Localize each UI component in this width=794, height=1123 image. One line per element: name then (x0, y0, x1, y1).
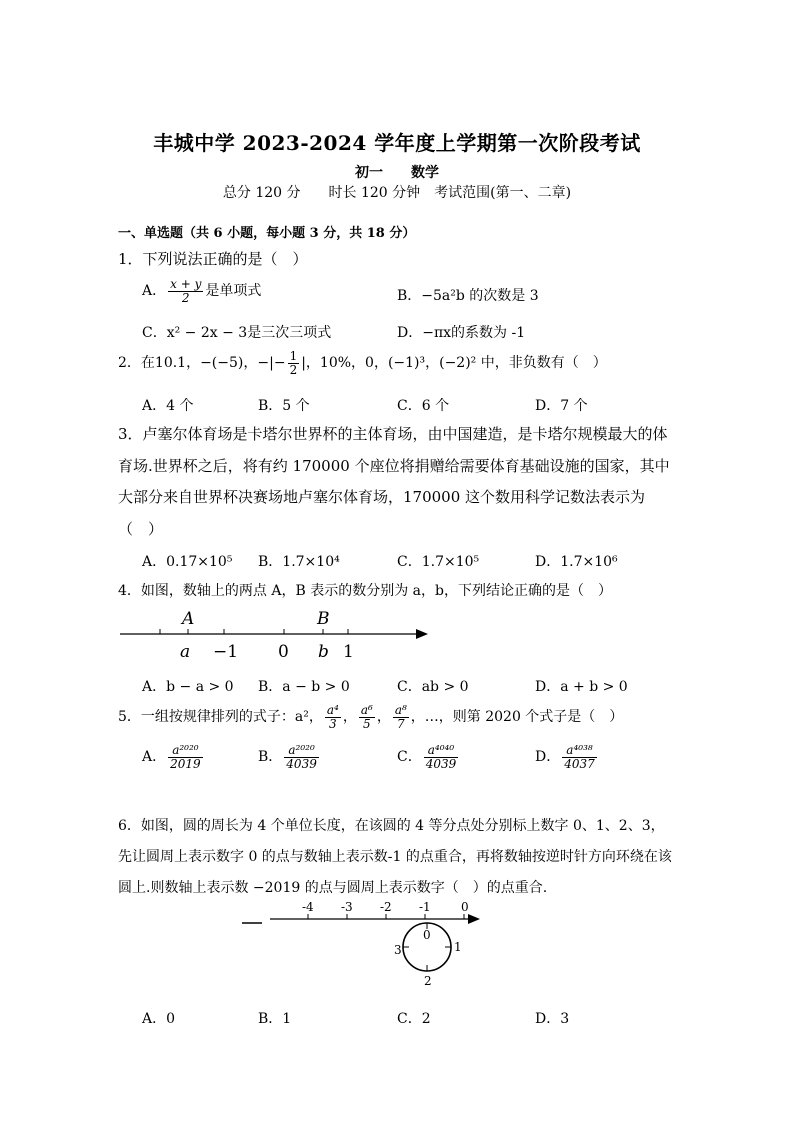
q4-neg-one: −1 (213, 642, 239, 662)
q6-circle-label-left: 3 (394, 943, 402, 957)
q3-option-d[interactable]: D．1.7×10⁶ (535, 554, 618, 570)
q4-point-b-label: B (317, 609, 330, 629)
q5-frac-3 (393, 704, 409, 730)
q5-a-label: A． (142, 749, 167, 766)
q2-stem-pre: 2．在10.1，−(−5)，−|− (118, 355, 286, 372)
q5-a-fraction (168, 744, 203, 770)
q6-tick-label: -4 (302, 900, 314, 914)
q1-a-label: A． (142, 283, 167, 300)
q4-zero: 0 (278, 642, 289, 662)
q5-frac-1-num: a⁴ (326, 703, 339, 717)
q4-option-c[interactable]: C．ab > 0 (397, 679, 469, 695)
q2-option-c[interactable]: C．6 个 (397, 398, 450, 414)
q1-a-num: x + y (170, 277, 202, 291)
q3-option-c[interactable]: C．1.7×10⁵ (397, 554, 480, 570)
q2-num: 1 (289, 349, 298, 363)
q6-tick-label: 0 (461, 900, 469, 914)
q5-option-b[interactable] (258, 744, 321, 770)
q4-point-a-label: A (182, 609, 195, 629)
q5-d-fraction (562, 744, 597, 770)
q5-option-c[interactable] (397, 744, 460, 770)
q5-frac-3-den: 7 (396, 716, 405, 731)
q4-var-b: b (318, 642, 329, 662)
q2-fraction (288, 350, 300, 376)
q6-option-d[interactable]: D．3 (535, 1011, 570, 1027)
q5-d-den: 4037 (564, 756, 595, 771)
q5-b-den: 4039 (286, 756, 317, 771)
q5-frac-1-den: 3 (329, 716, 337, 731)
q4-axis-arrow (416, 629, 428, 639)
q2-option-d[interactable]: D．7 个 (535, 398, 588, 414)
q1-stem: 1．下列说法正确的是（ ） (118, 250, 308, 268)
q1-option-b[interactable]: B．−5a²b 的次数是 3 (397, 288, 539, 304)
q2-option-a[interactable]: A．4 个 (142, 398, 194, 414)
q2-stem-post: |，10%，0，(−1)³，(−2)² 中，非负数有（ ） (301, 355, 607, 372)
q6-circle-label-bottom: 2 (424, 974, 432, 988)
q5-option-a[interactable] (142, 744, 205, 770)
q5-d-label: D． (535, 749, 561, 766)
q1-option-c[interactable]: C．x² − 2x − 3是三次三项式 (142, 325, 332, 341)
q2-stem (118, 350, 607, 376)
q5-b-label: B． (258, 749, 283, 766)
q5-c-den: 4039 (425, 756, 457, 771)
q5-b-fraction (284, 744, 319, 770)
q5-option-d[interactable] (535, 744, 599, 770)
q6-tick-label: -2 (380, 900, 392, 914)
q4-one: 1 (343, 642, 354, 662)
q1-a-fraction (168, 278, 203, 304)
q5-frac-1 (325, 704, 341, 730)
q4-number-line (118, 604, 438, 666)
q5-d-num: a⁴⁰³⁸ (562, 744, 597, 758)
q3-stem: 3．卢塞尔体育场是卡塔尔世界杯的主体育场，由中国建造，是卡塔尔规模最大的体育场.世界杯之后，将有约 170000 个座位将捐赠给需要体育基础设施的国家，其中大部分来自世界杯决赛场地卢塞尔体育场，170000 这个数用科学记数法表示为（ ） (118, 425, 670, 538)
q6-circle-figure (236, 895, 486, 990)
q5-c-fraction (424, 744, 459, 770)
q6-tick-label: -1 (419, 900, 431, 914)
q5-frac-2-den: 5 (363, 716, 371, 731)
q3-option-a[interactable]: A．0.17×10⁵ (142, 554, 233, 570)
q1-a-den: 2 (181, 290, 190, 305)
q2-option-b[interactable]: B．5 个 (258, 398, 310, 414)
q4-stem: 4．如图，数轴上的两点 A，B 表示的数分别为 a，b，下列结论正确的是（ ） (118, 583, 612, 599)
q6-circle-label-top: 0 (423, 928, 431, 942)
q6-stem: 6．如图，圆的周长为 4 个单位长度，在该圆的 4 等分点处分别标上数字 0、1、2、3，先让圆周上表示数字 0 的点与数轴上表示数-1 的点重合，再将数轴按逆时针方向环绕在该圆上.则数轴上表示数 −2019 的点与圆周上表示数字（ ）的点重合. (118, 818, 672, 896)
q4-option-a[interactable]: A．b − a > 0 (142, 679, 234, 695)
q2-den: 2 (289, 362, 298, 377)
q6-option-a[interactable]: A．0 (142, 1011, 176, 1027)
q5-stem-pre: 5．一组按规律排列的式子：a²， (118, 709, 323, 726)
q6-tick-label: -3 (341, 900, 353, 914)
q3-option-b[interactable]: B．1.7×10⁴ (258, 554, 340, 570)
q6-axis-arrow (468, 914, 480, 924)
exam-subtitle: 初一 数学 (355, 165, 439, 181)
q5-a-den: 2019 (170, 756, 201, 771)
q5-stem-post: ，…，则第 2020 个式子是（ ） (410, 709, 624, 726)
q6-option-c[interactable]: C．2 (397, 1011, 431, 1027)
q4-var-a: a (180, 642, 191, 662)
q1-option-a[interactable] (142, 278, 261, 304)
q5-a-num: a²⁰²⁰ (168, 744, 203, 758)
q5-stem: 5．一组按规律排列的式子：a²， $\frac{\text{a⁴}}{3}$ ， $\frac{\text{a⁶}}{5}$ ， $\frac{\text{a⁸}}{7}$ ，…，则第 2020 个式子是（ ） (118, 703, 624, 731)
q4-option-b[interactable]: B．a − b > 0 (258, 679, 350, 695)
q5-b-num: a²⁰²⁰ (284, 744, 319, 758)
exam-title: 丰城中学 2023-2024 学年度上学期第一次阶段考试 (153, 131, 641, 155)
q1-a-text: 是单项式 (205, 283, 262, 300)
q5-frac-2-num: a⁶ (360, 703, 373, 717)
q5-c-num: a⁴⁰⁴⁰ (424, 744, 459, 758)
q6-circle-label-right: 1 (454, 940, 462, 954)
section-heading: 一、单选题（共 6 小题，每小题 3 分，共 18 分） (118, 226, 416, 241)
q6-option-b[interactable]: B．1 (258, 1011, 292, 1027)
q5-frac-3-num: a⁸ (394, 703, 407, 717)
q5-c-label: C． (397, 749, 422, 766)
exam-info: 总分 120 分 时长 120 分钟 考试范围(第一、二章) (222, 185, 572, 201)
q1-option-d[interactable]: D．−πx的系数为 -1 (397, 325, 526, 341)
q4-option-d[interactable]: D．a + b > 0 (535, 679, 628, 695)
q5-frac-2 (359, 704, 375, 730)
